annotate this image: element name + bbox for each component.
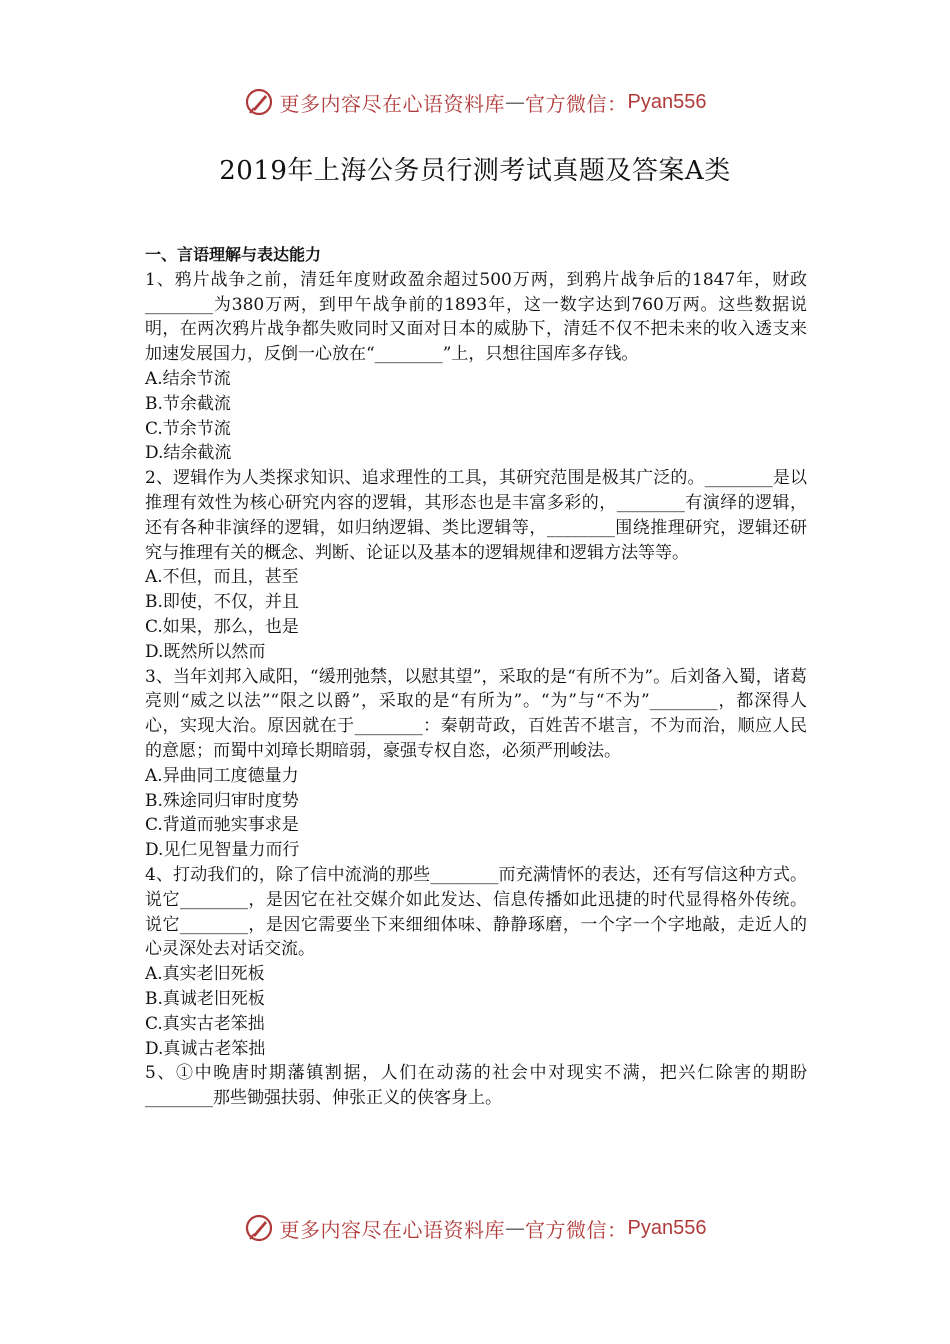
- option-a: A.真实老旧死板: [145, 964, 265, 985]
- option-b: B.殊途同归审时度势: [145, 790, 299, 811]
- option-c: C.如果，那么，也是: [145, 616, 299, 637]
- watermark-text: 更多内容尽在心语资料库: [279, 91, 506, 116]
- watermark-wechat-label: 官方微信：: [525, 1217, 628, 1242]
- watermark-wechat-id: Pyan556: [627, 90, 707, 113]
- option-c: C.真实古老笨拙: [145, 1013, 265, 1034]
- watermark-separator: —: [505, 1216, 526, 1240]
- option-b: B.节余截流: [145, 393, 231, 414]
- option-a: A.结余节流: [145, 368, 231, 389]
- question-5: [145, 1061, 807, 1111]
- option-d: D.既然所以然而: [145, 641, 266, 662]
- question-1: [145, 268, 807, 466]
- option-a: A.不但，而且，甚至: [145, 567, 299, 588]
- option-c: C.节余节流: [145, 418, 231, 439]
- header-watermark: [0, 82, 950, 122]
- question-3: [145, 665, 807, 863]
- option-b: B.即使，不仅，并且: [145, 592, 299, 613]
- watermark-wechat-id: Pyan556: [627, 1216, 707, 1239]
- question-4: [145, 863, 807, 1061]
- watermark-text: 更多内容尽在心语资料库: [279, 1217, 506, 1242]
- watermark-wechat-label: 官方微信：: [525, 91, 628, 116]
- document-body: [145, 243, 807, 1111]
- option-d: D.结余截流: [145, 443, 232, 464]
- question-stem: 4、打动我们的，除了信中流淌的那些________而充满情怀的表达，还有写信这种方式。说它________，是因它在社交媒介如此发达、信息传播如此迅捷的时代显得格外传统。说它________，是因它需要坐下来细细体味、静静琢磨，一个字一个字地敲，走近人的心灵深处去对话交流。: [145, 864, 807, 960]
- option-d: D.见仁见智量力而行: [145, 840, 300, 861]
- quill-logo-icon: [244, 87, 274, 117]
- question-stem: 2、逻辑作为人类探求知识、追求理性的工具，其研究范围是极其广泛的。________是以推理有效性为核心研究内容的逻辑，其形态也是丰富多彩的，________有演绎的逻辑，还有各种非演绎的逻辑，如归纳逻辑、类比逻辑等，________围绕推理研究，逻辑还研究与推理有关的概念、判断、论证以及基本的逻辑规律和逻辑方法等等。: [145, 468, 807, 563]
- option-c: C.背道而驰实事求是: [145, 815, 299, 836]
- question-2: [145, 466, 807, 664]
- watermark-separator: —: [505, 90, 526, 114]
- page-title: 2019年上海公务员行测考试真题及答案A类: [219, 156, 731, 186]
- question-stem: 5、①中晚唐时期藩镇割据，人们在动荡的社会中对现实不满，把兴仁除害的期盼________那些锄强扶弱、伸张正义的侠客身上。: [145, 1063, 807, 1109]
- question-stem: 1、鸦片战争之前，清廷年度财政盈余超过500万两，到鸦片战争后的1847年，财政________为380万两，到甲午战争前的1893年，这一数字达到760万两。这些数据说明，在两次鸦片战争都失败同时又面对日本的威胁下，清廷不仅不把未来的收入透支来加速发展国力，反倒一心放在“________”上，只想往国库多存钱。: [145, 269, 807, 365]
- footer-watermark: [0, 1208, 950, 1248]
- option-b: B.真诚老旧死板: [145, 988, 265, 1009]
- option-d: D.真诚古老笨拙: [145, 1038, 266, 1059]
- quill-logo-icon: [244, 1213, 274, 1243]
- option-a: A.异曲同工度德量力: [145, 765, 299, 786]
- question-stem: 3、当年刘邦入咸阳，“缓刑弛禁，以慰其望”，采取的是“有所不为”。后刘备入蜀，诸葛亮则“威之以法”“限之以爵”，采取的是“有所为”。“为”与“不为”________，都深得人心，实现大治。原因就在于________：秦朝苛政，百姓苦不堪言，不为而治，顺应人民的意愿；而蜀中刘璋长期暗弱，豪强专权自恣，必须严刑峻法。: [145, 666, 807, 761]
- section-heading: 一、言语理解与表达能力: [145, 245, 322, 264]
